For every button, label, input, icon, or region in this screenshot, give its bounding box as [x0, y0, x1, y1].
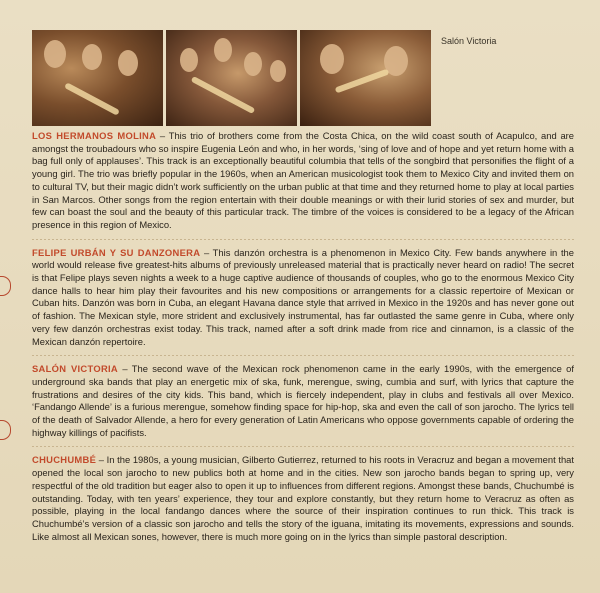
entry-title: SALÓN VICTORIA	[32, 363, 118, 375]
divider	[32, 446, 574, 447]
liner-notes	[32, 130, 574, 550]
divider	[32, 239, 574, 240]
entry-body: – The second wave of the Mexican rock phenomenon came in the early 1990s, with the emergence of underground ska bands that play an energetic mix of ska, funk, merengue, swing, cumbia and surf, with lyrics that capture the frustrations and desires of the city kids. This band, which is fiercely independent, play in clubs and festivals all over Mexico. ‘Fandango Allende’ is a furious merengue, somehow finding space for hip-hop, ska and even the call of son jarocho. The lyrics tell of the death of Salvador Allende, a hero for every generation of Latin Americans who oppose governments capable of ordering the highway killings of pacifists.	[32, 363, 574, 438]
entry-salon-victoria	[32, 363, 574, 439]
photo-caption: Salón Victoria	[441, 36, 497, 46]
entry-body: – This danzón orchestra is a phenomenon in Mexico City. Few bands anywhere in the world would release five greatest-hits albums of previously unreleased material that is practically never heard on radio! The secret is that Felipe plays seven nights a week to a huge captive audience of thousands of couples, who go to the enormous Mexico City dance halls to hear him play their favourites and his new compositions or arrangements for a classic repertoire of Mexican or Cuban hits. Danzón was born in Cuba, an elegant Havana dance style that arrived in Mexico in the 1920s and has never gone out of fashion. The Mexican style, more strident and exclusively instrumental, has far outlasted the same genre in Cuba, where only very few danzón orchestras exist today. This track, named after a soft drink made from rice and cinnamon, is a classic of the Mexican danzón repertoire.	[32, 246, 574, 347]
entry-body: – In the 1980s, a young musician, Gilberto Gutierrez, returned to his roots in Veracruz and began a movement that opened the local son jarocho to new publics both at home and in the cities. New son jarocho bands began to spring up, very respectful of the old tradition but eager also to open it up to influences from different regions. Amongst these bands, Chuchumbé is outstanding. Today, with ten years’ experience, they tour and explore constantly, but they return home to Veracruz as often as possible, playing in the local fandango dances where the source of their inspiration continues to run thick. This track is Chuchumbé’s version of a classic son jarocho and tells the story of the iguana, imitating its movements, expressions and sounds. Like almost all Mexican sones, however, there is much more going on in the lyrics than simple pastoral description.	[32, 454, 574, 542]
entry-chuchumbe	[32, 454, 574, 543]
entry-title: CHUCHUMBÉ	[32, 454, 97, 466]
band-photo-2	[166, 30, 297, 126]
entry-title: FELIPE URBÁN Y SU DANZONERA	[32, 246, 201, 258]
photo-strip	[32, 30, 431, 126]
band-photo-1	[32, 30, 163, 126]
entry-title: LOS HERMANOS MOLINA	[32, 130, 157, 141]
divider	[32, 355, 574, 356]
entry-body: – This trio of brothers come from the Costa Chica, on the wild coast south of Acapulco, and are amongst the troubadours who so inspire Eugenia León and who, in her words, ‘sing of love and of hope and yet return home with a bag full only of applauses’. This track is an exceptionally beautiful columbia that tells of the songbird that personifies the flight of a young girl. The trio was briefly popular in the 1960s, when an American musicologist took them to Mexico City and invited them on to cultural TV, but their magic didn’t work sufficiently on the urban public at that time and they returned home to play at local parties in San Marcos. Other songs from the region entertain with their double meanings or with their lurid stories of sex and murder, but few can boast the soul and the beauty of this particular track. The timbre of the voices is considered to be a legacy of the African presence in this region of Mexico.	[32, 130, 575, 230]
band-photo-3	[300, 30, 431, 126]
binding-stitch	[0, 420, 11, 440]
entry-los-hermanos-molina	[32, 130, 574, 232]
entry-felipe-urban	[32, 247, 574, 349]
binding-stitch	[0, 276, 11, 296]
